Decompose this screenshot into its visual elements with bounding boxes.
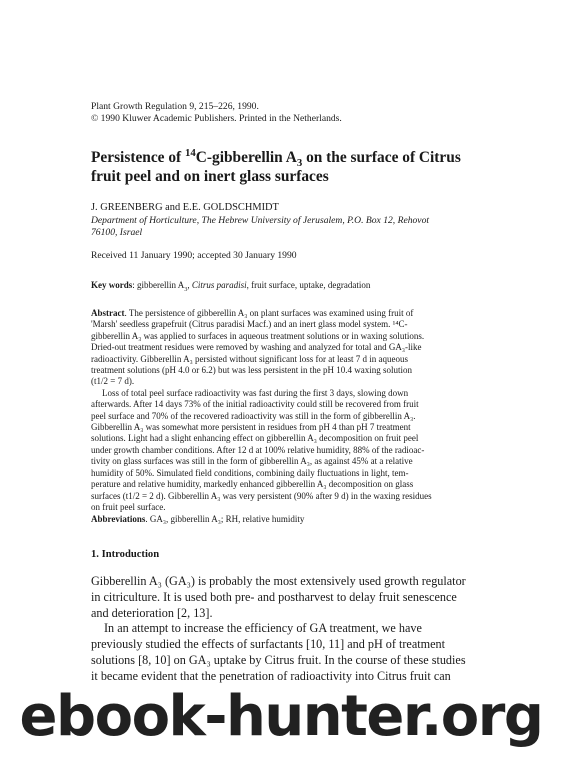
abstract-line: perature and relative humidity, markedly enhanced gibberellin A₃ decomposition on glass [91,479,414,490]
section-heading: 1. Introduction [91,549,160,560]
received-dates: Received 11 January 1990; accepted 30 January 1990 [91,250,297,261]
body-line: Gibberellin A₃ (GA₃) is probably the most extensively used growth regulator [91,574,466,588]
title-line-2: fruit peel and on inert glass surfaces [91,168,329,185]
abstract-line: peel surface and 70% of the recovered radioactivity was still in the form of gibberellin A₃. [91,410,416,421]
abstract-line: surfaces (t1/2 = 2 d). Gibberellin A₃ was very persistent (90% after 9 d) in the waxing residues [91,490,432,501]
abstract-line: solutions. Light had a slight enhancing effect on gibberellin A₃ decomposition on fruit peel [91,433,419,444]
abstract [91,308,505,513]
body-line: In an attempt to increase the efficiency of GA treatment, we have [104,621,422,636]
abstract-line: Gibberellin A₃ was somewhat more persistent in residues from pH 4 than pH 7 treatment [91,422,411,433]
abstract-line: Loss of total peel surface radioactivity was fast during the first 3 days, slowing down [102,387,409,398]
abstract-line: (t1/2 = 7 d). [91,376,135,387]
abstract-line: Dried-out treatment residues were removed by washing and analyzed for total and GA₃-like [91,342,422,353]
body-paragraph [91,621,505,684]
watermark-text: ebook-hunter.org [19,684,543,749]
keywords-subscript: 3 [184,285,188,293]
body-line: solutions [8, 10] on GA₃ uptake by Citrus fruit. In the course of these studies [91,652,466,667]
abstract-paragraph [91,388,505,513]
copyright-line: © 1990 Kluwer Academic Publishers. Printed in the Netherlands. [91,113,342,124]
abstract-line: humidity of 50%. Simulated field conditions, combining daily fluctuations in light, tem- [91,467,409,478]
keywords-text: , [187,280,192,290]
abstract-line: . The persistence of gibberellin A₃ on plant surfaces was examined using fruit of [124,308,414,318]
paper-title [91,148,505,186]
abstract-line: tivity on glass surfaces was still in the form of gibberellin A₃, as against 45% at a relative [91,456,413,467]
body-line: previously studied the effects of surfactants [10, 11] and pH of treatment [91,637,446,652]
abbreviations-text: . GA₃, gibberellin A₃; RH, relative humidity [145,514,305,524]
abstract-label: Abstract [91,308,125,318]
abstract-line: treatment solutions (pH 4.0 or 6.2) but was less persistent in the pH 10.4 waxing solution [91,365,412,376]
title-subscript: 3 [296,157,303,170]
title-part: C-gibberellin A [195,149,297,166]
body-text [91,574,505,685]
abbreviations [91,514,505,526]
authors: J. GREENBERG and E.E. GOLDSCHMIDT [91,202,279,213]
keywords-text: , fruit surface, uptake, degradation [246,280,371,290]
title-part: on the surface of Citrus [302,149,461,166]
abstract-paragraph [91,308,505,388]
abstract-line: radioactivity. Gibberellin A₃ persisted without significant loss for at least 7 d in aqueous [91,353,408,364]
keywords-label: Key words [91,280,133,290]
body-paragraph [91,574,505,621]
abstract-line: afterwards. After 14 days 73% of the initial radioactivity could still be recovered from fruit [91,399,419,410]
keywords [91,280,505,292]
body-line: in citriculture. It is used both pre- and postharvest to delay fruit senescence [91,589,457,604]
title-superscript: 14 [185,146,196,159]
keywords-text: : gibberellin A [132,280,185,290]
affiliation-line: Department of Horticulture, The Hebrew University of Jerusalem, P.O. Box 12, Rehovot [91,215,430,226]
affiliation-line: 76100, Israel [91,227,143,238]
abstract-line: on fruit peel surface. [91,501,166,512]
body-line: it became evident that the penetration of radioactivity into Citrus fruit can [91,668,451,683]
keywords-italic: Citrus paradisi [191,280,247,290]
affiliation [91,215,505,239]
body-line: and deterioration [2, 13]. [91,605,213,620]
journal-line: Plant Growth Regulation 9, 215–226, 1990. [91,101,259,112]
abstract-line: gibberellin A₃ was applied to surfaces in aqueous treatment solutions or in waxing solutions. [91,330,425,341]
title-part: Persistence of [91,149,186,166]
abstract-line: 'Marsh' seedless grapefruit (Citrus paradisi Macf.) and an inert glass model system. ¹⁴C- [91,319,408,330]
abbreviations-label: Abbreviations [91,514,146,524]
title-line-1 [91,146,505,170]
abstract-line: under growth chamber conditions. After 12 d at 100% relative humidity, 88% of the radioac- [91,444,425,455]
journal-citation [91,101,505,125]
